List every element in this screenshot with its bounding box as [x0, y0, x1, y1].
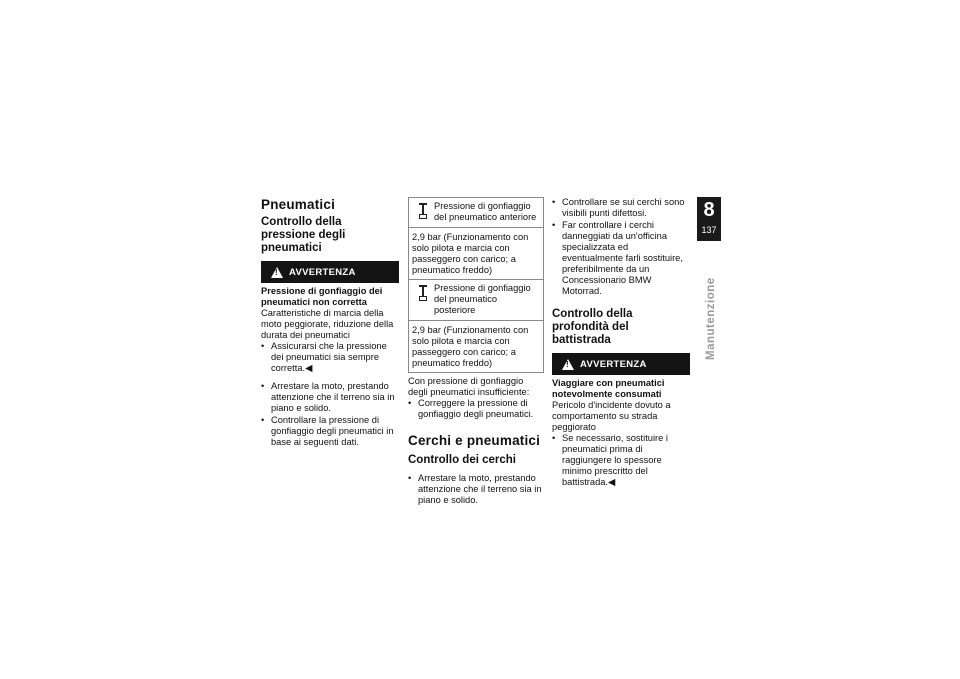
tire-pressure-icon: [418, 285, 428, 301]
column-2: [408, 197, 544, 507]
rear-pressure-box: [408, 279, 544, 373]
page-number: 137: [701, 225, 717, 235]
front-pressure-box: [408, 197, 544, 280]
section-title-cerchi: Cerchi e pneumatici: [408, 433, 541, 448]
subtitle-tread-depth: Controllo della profondità del battistrada: [552, 308, 633, 346]
rear-pressure-label: Pressione di gonfiaggio del pneumatico posteriore: [434, 283, 531, 315]
subtitle-rim-check: Controllo dei cerchi: [408, 454, 516, 466]
list-item: • Assicurarsi che la pressione dei pneumatici sia sempre corretta.◀: [261, 341, 399, 374]
warning-text: Caratteristiche di marcia della moto peggiorate, riduzione della durata dei pneumatici: [261, 308, 394, 340]
list-item: • Arrestare la moto, prestando attenzione che il terreno sia in piano e solido.: [408, 473, 544, 506]
list-item: • Arrestare la moto, prestando attenzione che il terreno sia in piano e solido.: [261, 381, 399, 414]
bullet-list-d: [408, 473, 544, 506]
list-item: • Controllare la pressione di gonfiaggio degli pneumatici in base ai seguenti dati.: [261, 415, 399, 448]
list-item: • Se necessario, sostituire i pneumatici prima di raggiungere lo spessore minimo prescritto del battistrada.◀: [552, 433, 690, 488]
subtitle-pressure-check: Controllo della pressione degli pneumatici: [261, 216, 346, 254]
front-pressure-value: 2,9 bar (Funzionamento con solo pilota e marcia con passeggero con carico; a pneumatico freddo): [412, 232, 529, 275]
chapter-number: 8: [703, 199, 715, 221]
warning-text: Pericolo d'incidente dovuto a comportamento su strada peggiorato: [552, 400, 671, 432]
low-pressure-text: Con pressione di gonfiaggio degli pneumatici insufficiente:: [408, 376, 530, 397]
warning-icon: [562, 359, 574, 370]
list-item: • Correggere la pressione di gonfiaggio degli pneumatici.: [408, 398, 544, 420]
bullet-list-f: [552, 433, 690, 488]
rear-pressure-value: 2,9 bar (Funzionamento con solo pilota e marcia con passeggero con carico; a pneumatico freddo): [412, 325, 529, 368]
bullet-list-c: [408, 398, 544, 420]
warning-icon: [271, 267, 283, 278]
bullet-list-b: [261, 381, 399, 448]
warning-label: AVVERTENZA: [580, 358, 647, 370]
tire-pressure-icon: [418, 203, 428, 219]
bullet-list-a: [261, 341, 399, 374]
list-item: • Controllare se sui cerchi sono visibili punti difettosi.: [552, 197, 690, 219]
chapter-tab: [697, 197, 721, 241]
column-1: [261, 197, 399, 449]
column-3: [552, 197, 690, 489]
warning-banner: [552, 353, 690, 375]
bullet-list-e: [552, 197, 690, 297]
warning-label: AVVERTENZA: [289, 266, 356, 278]
section-side-label: Manutenzione: [705, 277, 717, 360]
warning-heading: Viaggiare con pneumatici notevolmente consumati: [552, 378, 665, 399]
warning-banner: [261, 261, 399, 283]
list-item: • Far controllare i cerchi danneggiati da un'officina specializzata ed eventualmente farli sostituire, preferibilmente da un Concessionario BMW Motorrad.: [552, 220, 690, 297]
front-pressure-label: Pressione di gonfiaggio del pneumatico anteriore: [434, 201, 537, 222]
warning-heading: Pressione di gonfiaggio dei pneumatici non corretta: [261, 286, 383, 307]
section-title-pneumatici: Pneumatici: [261, 197, 336, 212]
